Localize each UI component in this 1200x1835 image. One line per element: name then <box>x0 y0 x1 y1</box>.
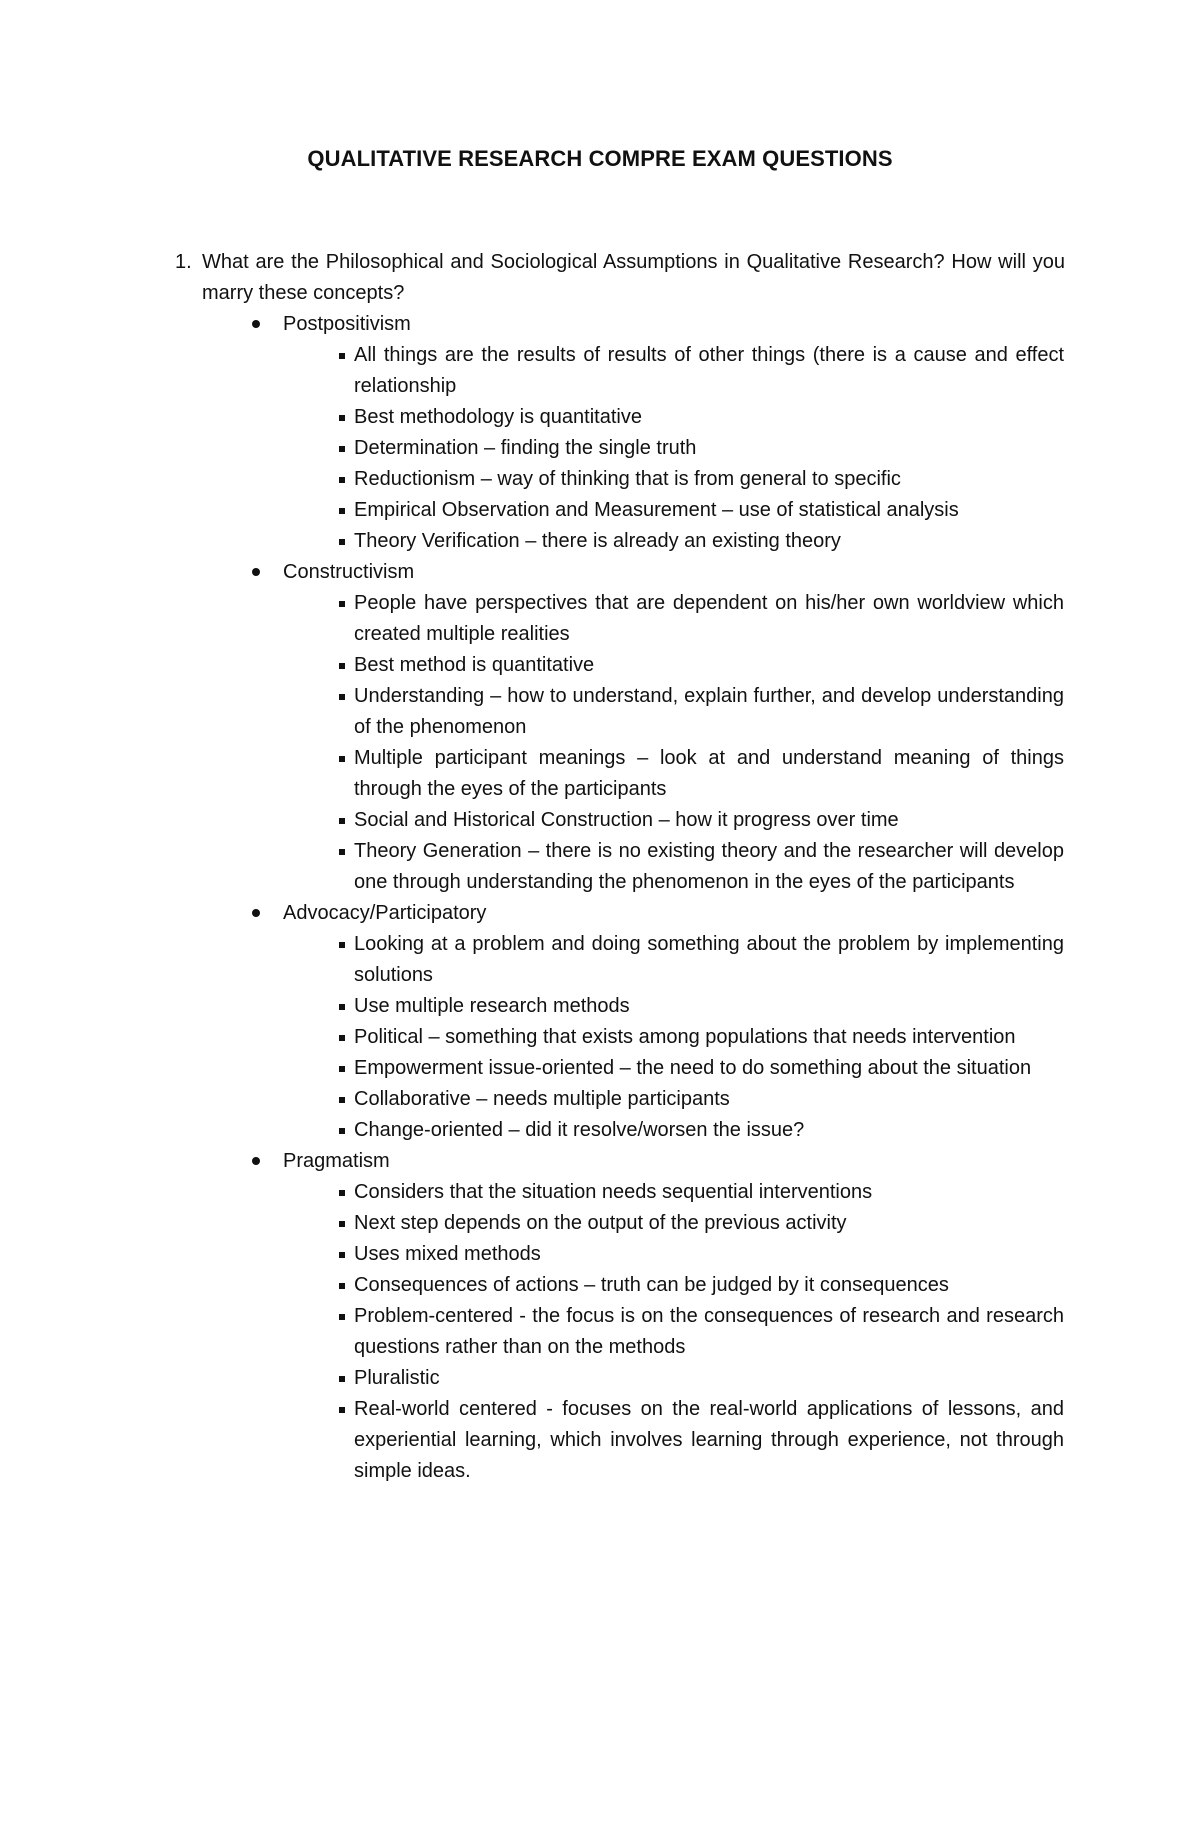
list-item <box>0 929 1064 991</box>
list-item-text: Considers that the situation needs sequential interventions <box>354 1181 873 1203</box>
list-item-text: Reductionism – way of thinking that is from general to specific <box>354 468 901 490</box>
bullet-square-icon <box>339 1128 345 1134</box>
list-item-text: Best methodology is quantitative <box>354 406 642 428</box>
bullet-square-icon <box>339 477 345 483</box>
bullet-square-icon <box>339 508 345 514</box>
bullet-square-icon <box>339 942 345 948</box>
sections-list <box>0 309 1200 1487</box>
list-item <box>0 1394 1064 1487</box>
bullet-square-icon <box>339 1407 345 1413</box>
list-item <box>0 836 1064 898</box>
list-item <box>0 1301 1064 1363</box>
bullet-square-icon <box>339 446 345 452</box>
section-heading-row <box>0 309 1200 340</box>
section-advocacy-participatory <box>0 898 1200 1146</box>
list-item-text: Understanding – how to understand, explain further, and develop understanding of the phenomenon <box>354 685 1064 738</box>
bullet-square-icon <box>339 539 345 545</box>
list-item <box>0 340 1064 402</box>
bullet-square-icon <box>339 1283 345 1289</box>
list-item-text: Empirical Observation and Measurement – use of statistical analysis <box>354 499 959 521</box>
question-1 <box>175 247 1065 309</box>
bullet-square-icon <box>339 818 345 824</box>
list-item <box>0 402 1064 433</box>
list-item <box>0 805 1064 836</box>
list-item-text: All things are the results of results of other things (there is a cause and effect relationship <box>354 344 1064 397</box>
bullet-square-icon <box>339 1252 345 1258</box>
list-item-text: Next step depends on the output of the previous activity <box>354 1212 847 1234</box>
list-item-text: Real-world centered - focuses on the real-world applications of lessons, and experiential learning, which involves learning through experience, not through simple ideas. <box>354 1398 1064 1482</box>
list-item-text: Collaborative – needs multiple participants <box>354 1088 730 1110</box>
list-item-text: Looking at a problem and doing something about the problem by implementing solutions <box>354 933 1064 986</box>
section-heading: Advocacy/Participatory <box>283 902 487 924</box>
list-item <box>0 1270 1064 1301</box>
bullet-square-icon <box>339 849 345 855</box>
section-postpositivism <box>0 309 1200 557</box>
bullet-square-icon <box>339 1221 345 1227</box>
list-item-text: Determination – finding the single truth <box>354 437 697 459</box>
list-item-text: Political – something that exists among populations that needs intervention <box>354 1026 1016 1048</box>
bullet-square-icon <box>339 694 345 700</box>
list-item <box>0 1239 1064 1270</box>
bullet-square-icon <box>339 415 345 421</box>
list-item-text: Theory Generation – there is no existing theory and the researcher will develop one through understanding the phenomenon in the eyes of the participants <box>354 840 1064 893</box>
bullet-square-icon <box>339 1314 345 1320</box>
bullet-square-icon <box>339 1190 345 1196</box>
bullet-square-icon <box>339 663 345 669</box>
list-item <box>0 991 1064 1022</box>
bullet-square-icon <box>339 1097 345 1103</box>
bullet-dot-icon <box>252 568 260 576</box>
list-item <box>0 588 1064 650</box>
bullet-square-icon <box>339 353 345 359</box>
question-number: 1. <box>175 251 192 273</box>
list-item <box>0 526 1064 557</box>
list-item <box>0 1053 1064 1084</box>
list-item-text: Problem-centered - the focus is on the consequences of research and research questions rather than on the methods <box>354 1305 1064 1358</box>
bullet-square-icon <box>339 1066 345 1072</box>
list-item <box>0 1177 1064 1208</box>
list-item <box>0 743 1064 805</box>
list-item <box>0 464 1064 495</box>
section-heading-row <box>0 557 1200 588</box>
list-item-text: Theory Verification – there is already an existing theory <box>354 530 841 552</box>
section-heading: Constructivism <box>283 561 415 583</box>
bullet-square-icon <box>339 1004 345 1010</box>
list-item <box>0 650 1064 681</box>
page-title: QUALITATIVE RESEARCH COMPRE EXAM QUESTIONS <box>307 146 893 171</box>
list-item <box>0 1363 1064 1394</box>
section-heading-row <box>0 1146 1200 1177</box>
list-item <box>0 681 1064 743</box>
list-item <box>0 433 1064 464</box>
list-item <box>0 1115 1064 1146</box>
list-item <box>0 1208 1064 1239</box>
bullet-dot-icon <box>252 320 260 328</box>
list-item-text: Social and Historical Construction – how it progress over time <box>354 809 899 831</box>
list-item-text: Best method is quantitative <box>354 654 595 676</box>
question-text: What are the Philosophical and Sociological Assumptions in Qualitative Research? How will you marry these concepts? <box>202 251 1065 304</box>
bullet-dot-icon <box>252 909 260 917</box>
list-item <box>0 495 1064 526</box>
bullet-square-icon <box>339 1035 345 1041</box>
section-heading: Pragmatism <box>283 1150 390 1172</box>
list-item-text: Empowerment issue-oriented – the need to do something about the situation <box>354 1057 1032 1079</box>
list-item-text: Change-oriented – did it resolve/worsen the issue? <box>354 1119 805 1141</box>
list-item <box>0 1022 1064 1053</box>
list-item-text: Consequences of actions – truth can be judged by it consequences <box>354 1274 949 1296</box>
bullet-dot-icon <box>252 1157 260 1165</box>
list-item-text: Multiple participant meanings – look at and understand meaning of things through the eyes of the participants <box>354 747 1064 800</box>
list-item-text: Use multiple research methods <box>354 995 630 1017</box>
list-item <box>0 1084 1064 1115</box>
section-pragmatism <box>0 1146 1200 1487</box>
list-item-text: People have perspectives that are dependent on his/her own worldview which created multiple realities <box>354 592 1064 645</box>
bullet-square-icon <box>339 601 345 607</box>
section-heading: Postpositivism <box>283 313 411 335</box>
section-heading-row <box>0 898 1200 929</box>
list-item-text: Uses mixed methods <box>354 1243 541 1265</box>
section-constructivism <box>0 557 1200 898</box>
bullet-square-icon <box>339 756 345 762</box>
bullet-square-icon <box>339 1376 345 1382</box>
list-item-text: Pluralistic <box>354 1367 440 1389</box>
